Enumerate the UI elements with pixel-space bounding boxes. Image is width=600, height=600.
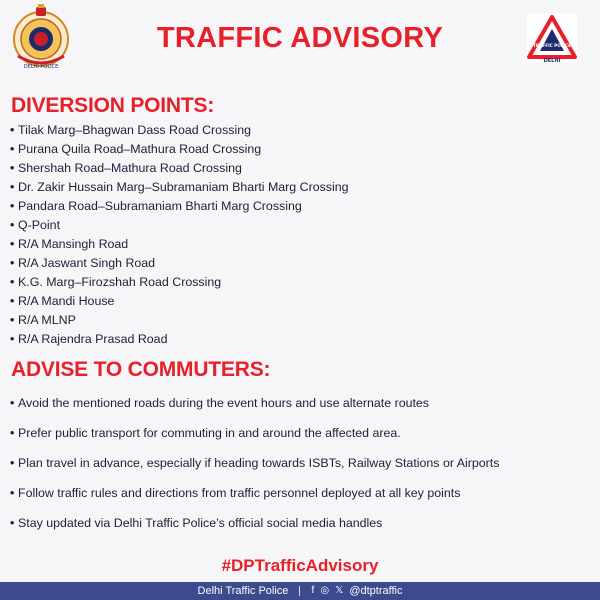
bullet-icon: •	[10, 142, 15, 156]
list-item	[10, 140, 349, 159]
footer-divider	[299, 586, 300, 596]
bullet-icon: •	[10, 396, 15, 410]
diversion-point: Tilak Marg–Bhagwan Dass Road Crossing	[18, 123, 252, 137]
list-item	[10, 453, 499, 483]
bullet-icon: •	[10, 426, 15, 440]
page-title: TRAFFIC ADVISORY	[156, 22, 444, 54]
bullet-icon: •	[10, 180, 15, 194]
footer	[0, 582, 600, 600]
traffic-police-logo-icon	[527, 13, 577, 63]
facebook-icon[interactable]: f	[311, 585, 315, 597]
list-item	[10, 121, 349, 140]
bullet-icon: •	[10, 313, 15, 327]
diversion-point: R/A Mandi House	[18, 294, 115, 308]
bullet-icon: •	[10, 275, 15, 289]
advice-item: Follow traffic rules and directions from traffic personnel deployed at all key points	[18, 486, 461, 500]
bullet-icon: •	[10, 237, 15, 251]
list-item	[10, 311, 349, 330]
bullet-icon: •	[10, 294, 15, 308]
list-item	[10, 216, 349, 235]
footer-org-name: Delhi Traffic Police	[197, 585, 289, 597]
diversion-point: R/A Rajendra Prasad Road	[18, 332, 168, 346]
diversion-point: R/A Mansingh Road	[18, 237, 129, 251]
list-item	[10, 483, 499, 513]
list-item	[10, 197, 349, 216]
right-logo-text-bottom: DELHI	[543, 58, 561, 63]
diversion-point: Shershah Road–Mathura Road Crossing	[18, 161, 242, 175]
diversion-point: Purana Quila Road–Mathura Road Crossing	[18, 142, 262, 156]
bullet-icon: •	[10, 218, 15, 232]
diversion-point: K.G. Marg–Firozshah Road Crossing	[18, 275, 222, 289]
bullet-icon: •	[10, 486, 15, 500]
advice-item: Plan travel in advance, especially if heading towards ISBTs, Railway Stations or Airports	[18, 456, 500, 470]
advice-item: Prefer public transport for commuting in and around the affected area.	[18, 426, 401, 440]
list-item	[10, 178, 349, 197]
list-item	[10, 254, 349, 273]
advice-item: Stay updated via Delhi Traffic Police’s official social media handles	[18, 516, 383, 530]
list-item	[10, 423, 499, 453]
advise-list	[10, 393, 499, 543]
hashtag: #DPTrafficAdvisory	[221, 556, 379, 575]
diversion-point: Pandara Road–Subramaniam Bharti Marg Crossing	[18, 199, 302, 213]
bullet-icon: •	[10, 123, 15, 137]
advice-item: Avoid the mentioned roads during the event hours and use alternate routes	[18, 396, 430, 410]
left-logo-text: DELHI POLICE	[23, 64, 59, 70]
list-item	[10, 235, 349, 254]
list-item	[10, 273, 349, 292]
diversion-point: R/A Jaswant Singh Road	[18, 256, 156, 270]
list-item	[10, 393, 499, 423]
x-icon[interactable]: 𝕏	[335, 585, 344, 597]
bullet-icon: •	[10, 199, 15, 213]
diversion-points-list	[10, 121, 349, 349]
list-item	[10, 513, 499, 543]
list-item	[10, 159, 349, 178]
advise-to-commuters-title: ADVISE TO COMMUTERS:	[11, 358, 271, 381]
bullet-icon: •	[10, 161, 15, 175]
list-item	[10, 330, 349, 349]
list-item	[10, 292, 349, 311]
diversion-point: Q-Point	[18, 218, 61, 232]
bullet-icon: •	[10, 516, 15, 530]
diversion-point: R/A MLNP	[18, 313, 76, 327]
header	[0, 0, 600, 84]
bullet-icon: •	[10, 456, 15, 470]
right-logo-text-top: TRAFFIC POLICE	[533, 43, 571, 48]
social-handle[interactable]: @dtptraffic	[349, 585, 403, 597]
diversion-point: Dr. Zakir Hussain Marg–Subramaniam Bharti Marg Crossing	[18, 180, 349, 194]
bullet-icon: •	[10, 256, 15, 270]
instagram-icon[interactable]: ◎	[320, 585, 330, 597]
diversion-points-title: DIVERSION POINTS:	[11, 94, 215, 117]
bullet-icon: •	[10, 332, 15, 346]
